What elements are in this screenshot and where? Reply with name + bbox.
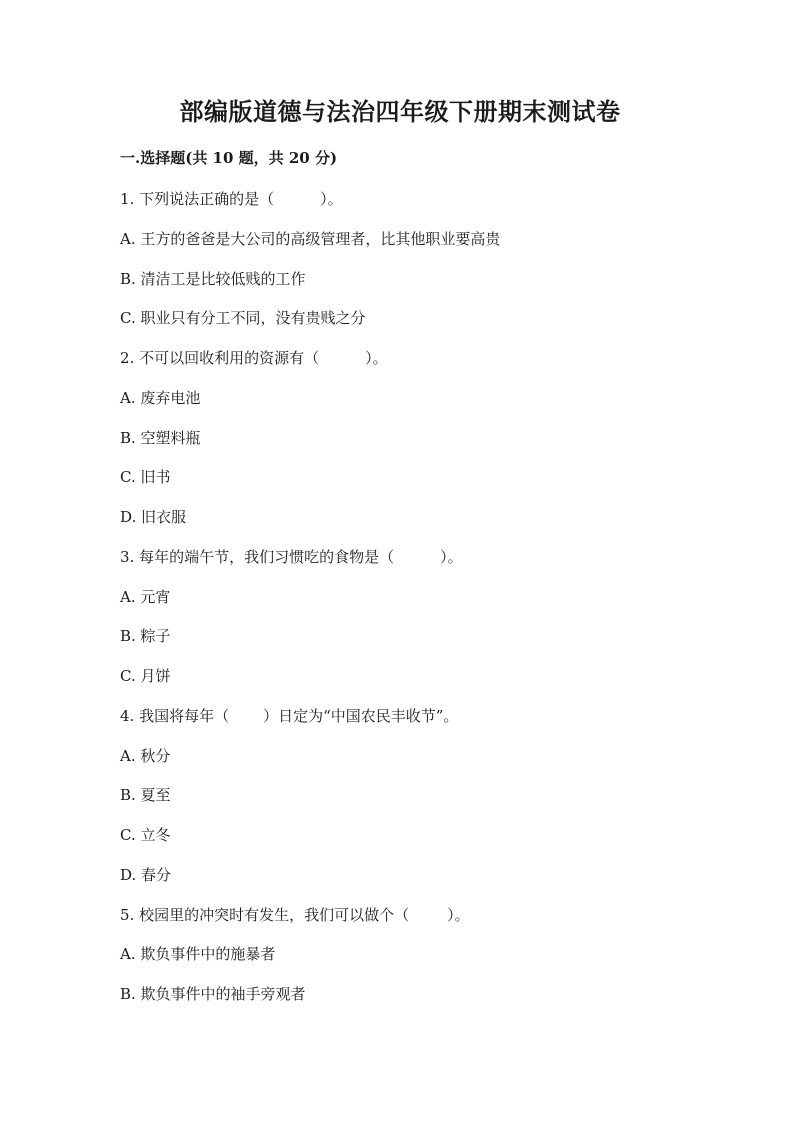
stem-text-after: ）日定为“中国农民丰收节”。 [263, 706, 459, 725]
question-list [120, 186, 720, 1021]
stem-text-before: 2. 不可以回收利用的资源有（ [120, 349, 320, 367]
stem-text-before: 3. 每年的端午节，我们习惯吃的食物是（ [120, 547, 395, 566]
option-item: D. 春分 [120, 865, 172, 884]
option-item: C. 职业只有分工不同，没有贵贱之分 [120, 309, 366, 328]
option-item: A. 秋分 [120, 746, 171, 765]
option-item: B. 粽子 [120, 627, 171, 646]
option-item: B. 欺负事件中的袖手旁观者 [120, 985, 306, 1003]
option-item: D. 旧衣服 [120, 508, 187, 526]
page-title: 部编版道德与法治四年级下册期末测试卷 [179, 97, 621, 126]
question-stem [120, 703, 720, 743]
question-stem [120, 544, 720, 584]
option-item: C. 月饼 [120, 667, 171, 685]
stem-text-after: ）。 [320, 190, 343, 208]
stem-text-before: 5. 校园里的冲突时有发生，我们可以做个（ [120, 905, 410, 924]
option-item: A. 元宵 [120, 587, 171, 606]
stem-text-after: ）。 [447, 905, 470, 924]
stem-text-after: ）。 [365, 349, 388, 367]
stem-text-before: 1. 下列说法正确的是（ [120, 190, 275, 208]
option-item: A. 废弃电池 [120, 388, 201, 407]
option-item: C. 立冬 [120, 826, 171, 844]
option-item: C. 旧书 [120, 468, 171, 487]
option-item: B. 清洁工是比较低贱的工作 [120, 269, 306, 288]
option-item: B. 夏至 [120, 786, 171, 805]
question-stem [120, 345, 720, 385]
option-item: A. 王方的爸爸是大公司的高级管理者，比其他职业要高贵 [120, 229, 501, 248]
stem-text-after: ）。 [440, 547, 463, 566]
section-heading: 一.选择题(共 10 题，共 20 分) [120, 149, 338, 167]
question-stem [120, 902, 720, 942]
option-item: B. 空塑料瓶 [120, 428, 201, 447]
option-item: A. 欺负事件中的施暴者 [120, 945, 276, 964]
question-stem [120, 186, 720, 226]
stem-text-before: 4. 我国将每年（ [120, 706, 230, 725]
